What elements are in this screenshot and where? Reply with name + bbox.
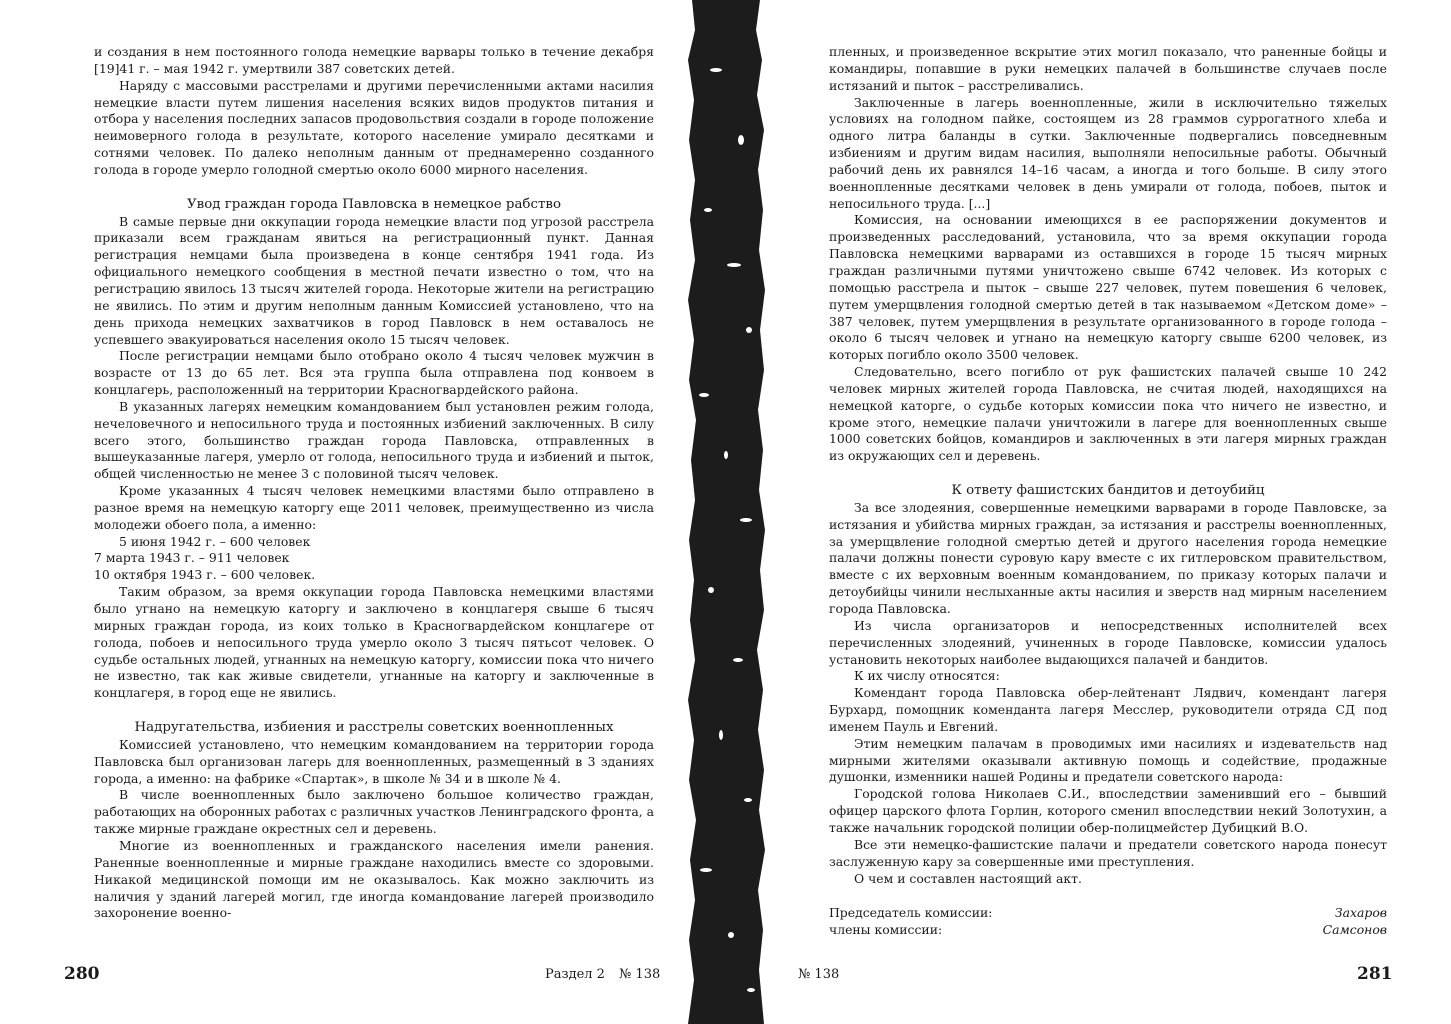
signature-name: Захаров — [1334, 905, 1387, 921]
date-entry: 7 марта 1943 г. – 911 человек — [94, 550, 290, 566]
signature-role: Председатель комиссии: — [829, 905, 993, 921]
paragraph: К их числу относятся: — [854, 668, 1000, 684]
paragraph: и создания в нем постоянного голода немецкие варвары только в течение декабря [19]41 г. – мая 1942 г. умертвили 387 советских детей. — [94, 44, 654, 76]
section-heading-pow: Надругательства, избиения и расстрелы советских военнопленных — [134, 720, 614, 736]
spine-texture — [686, 0, 766, 1024]
paragraph: пленных, и произведенное вскрытие этих могил показало, что раненные бойцы и командиры, попавшие в руки немецких палачей в большинстве случаев после истязаний и пыток – расстреливались. — [829, 44, 1387, 93]
doc-number-left: № 138 — [619, 967, 661, 982]
paragraph: В самые первые дни оккупации города немецкие власти под угрозой расстрела приказали всем гражданам явиться на регистрационный пункт. Данная регистрация немцами была произведена в конце сентября 1941 года. Из официального немецкого сообщения в местной печати известно о том, что на регистрацию явилось 13 тысяч жителей города. Некоторые жители на регистрацию не явились. По этим и другим неполным данным Комиссией установлено, что на день прихода немецких захватчиков в город Павловск в нем оставалось не успевшего эвакуироваться населения около 15 тысяч человек. — [94, 213, 654, 347]
paragraph: Все эти немецко-фашистские палачи и предатели советского народа понесут заслуженную кару за совершенные ими преступления. — [829, 836, 1387, 869]
date-entry: 5 июня 1942 г. – 600 человек — [119, 533, 311, 549]
signature-name: Самсонов — [1322, 922, 1387, 938]
paragraph: После регистрации немцами было отобрано около 4 тысяч человек мужчин в возрасте от 13 до 65 лет. Вся эта группа была отправлена под конвоем в концлагерь, расположенный на территории Красногвардейского района. — [94, 348, 654, 398]
deportation-dates-list — [94, 534, 654, 585]
paragraph: Этим немецким палачам в проводимых ими насилиях и издевательств над мирными жителями оказывали активную помощь и содействие, продажные душонки, изменники нашей Родины и предатели советского народа: — [829, 735, 1387, 785]
signature-members — [829, 922, 1387, 939]
paragraph: Наряду с массовыми расстрелами и другими перечисленными актами насилия немецкие власти путем лишения населения всяких видов продуктов питания и отбора у населения последних запасов продовольствия создали в городе положение неимоверного голода в результате, которого население умирало десятками и сотнями человек. По далеко неполным данным от преднамеренно созданного голода в городе умерло голодной смертью около 6000 мирного населения. — [94, 77, 654, 177]
paragraph: Комиссией установлено, что немецким командованием на территории города Павловска был организован лагерь для военнопленных, размещенный в 3 зданиях города, а именно: на фабрике «Спартак», в школе № 34 и в школе № 4. — [94, 736, 654, 786]
page-number-left: 280 — [64, 964, 100, 984]
paragraph: Кроме указанных 4 тысяч человек немецкими властями было отправлено в разное время на немецкую каторгу еще 2011 человек, преимущественно из числа молодежи обоего пола, а именно: — [94, 483, 654, 532]
date-entry: 10 октября 1943 г. – 600 человек. — [94, 567, 316, 583]
paragraph: Заключенные в лагерь военнопленные, жили в исключительно тяжелых условиях на голодном пайке, состоящем из 28 граммов суррогатного хлеба и одного литра баланды в сутки. Заключенные подвергались повседневным избиениям и другим видам насилия, выполняли непосильные работы. Обычный рабочий день их равнялся 14–16 часам, а иногда и того больше. В силу этого военнопленные десятками человек в день умирали от голода, побоев, пыток и непосильного труда. [...] — [829, 94, 1387, 211]
paragraph: Многие из военнопленных и гражданского населения имели ранения. Раненные военнопленные и мирные граждане находились вместе со здоровыми. Никакой медицинской помощи им не оказывалось. Как можно заключить из наличия у зданий лагерей могил, где иногда командование лагерей производило захоронение военно- — [94, 837, 654, 921]
section-heading-retribution: К ответу фашистских бандитов и детоубийц — [951, 483, 1265, 499]
page-number-right: 281 — [1357, 964, 1393, 984]
paragraph: За все злодеяния, совершенные немецкими варварами в городе Павловске, за истязания и убийства мирных граждан, за истязания и расстрелы военнопленных, за умерщвление голодной смертью детей и другого населения города немецкие палачи должны понести суровую кару вместе с их гитлеровском правительством, вместе с их верховным военным командованием, по приказу которых палачи и детоубийцы чинили неслыханные акты насилия и зверств над мирным населением города Павловска. — [829, 499, 1387, 616]
section-heading-enslavement: Увод граждан города Павловска в немецкое рабство — [186, 196, 562, 212]
paragraph: Городской голова Николаев С.И., впоследствии заменивший его – бывший офицер царского флота Горлин, которого сменил впоследствии некий Золотухин, а также начальник городской полиции обер-полицмейстер Дубицкий В.О. — [829, 786, 1387, 835]
signature-chairman — [829, 905, 1387, 922]
paragraph: Следовательно, всего погибло от рук фашистских палачей свыше 10 242 человек мирных жителей города Павловска, не считая людей, находящихся на немецкой каторге, о судьбе которых комиссии пока что ничего не известно, и кроме этого, немецкие палачи уничтожили в лагере для военнопленных свыше 1000 советских бойцов, командиров и заключенных в эти лагеря мирных граждан из окружающих сел и деревень. — [829, 364, 1387, 464]
paragraph: Комендант города Павловска обер-лейтенант Лядвич, комендант лагеря Бурхард, помощник коменданта лагеря Месслер, руководители отряда СД под именем Пауль и Евгений. — [829, 685, 1387, 734]
right-page — [829, 44, 1387, 939]
signature-role: члены комиссии: — [829, 922, 943, 938]
running-head: Раздел 2 — [545, 967, 605, 982]
paragraph: Таким образом, за время оккупации города Павловска немецкими властями было угнано на немецкую каторгу и заключено в концлагеря свыше 6 тысяч мирных граждан города, из коих только в Красногвардейском концлагере от голода, побоев и непосильного труда умерло около 3 тысяч пятьсот человек. О судьбе остальных людей, угнанных на немецкую каторгу, комиссии пока что ничего не известно, так как живые свидетели, угнанные на каторгу и заключенные в концлагеря, в город еще не явились. — [94, 584, 654, 701]
paragraph: В числе военнопленных было заключено большое количество граждан, работающих на оборонных работах с различных участков Ленинградского фронта, а также мирные граждане окрестных сел и деревень. — [94, 787, 654, 837]
doc-number-right: № 138 — [798, 967, 840, 982]
paragraph: Комиссия, на основании имеющихся в ее распоряжении документов и произведенных расследований, установила, что за время оккупации города Павловска немецкими варварами из оставшихся в городе 15 тысяч мирных граждан различными путями уничтожено свыше 6742 человек. Из которых с помощью расстрела и пыток – свыше 227 человек, путем повешения 6 человек, путем умерщвления голодной смертью детей в так называемом «Детском доме» – 387 человек, путем умерщвления в результате организованного в городе голода – около 6 тысяч человек и угнано на немецкую каторгу свыше 6200 человек, из которых погибло около 3500 человек. — [829, 212, 1387, 363]
paragraph: В указанных лагерях немецким командованием был установлен режим голода, нечеловечного и непосильного труда и постоянных избиений заключенных. В силу всего этого, большинство граждан города Павловска, отправленных в вышеуказанные лагеря, умерло от голода, непосильного труда и избиений и пыток, общей численностью не менее 3 с половиной тысяч человек. — [94, 398, 654, 482]
paragraph: Из числа организаторов и непосредственных исполнителей всех перечисленных злодеяний, учиненных в городе Павловске, комиссии удалось установить некоторых наиболее выдающихся палачей и бандитов. — [829, 617, 1387, 667]
left-page — [94, 44, 654, 922]
paragraph: О чем и составлен настоящий акт. — [854, 870, 1082, 886]
